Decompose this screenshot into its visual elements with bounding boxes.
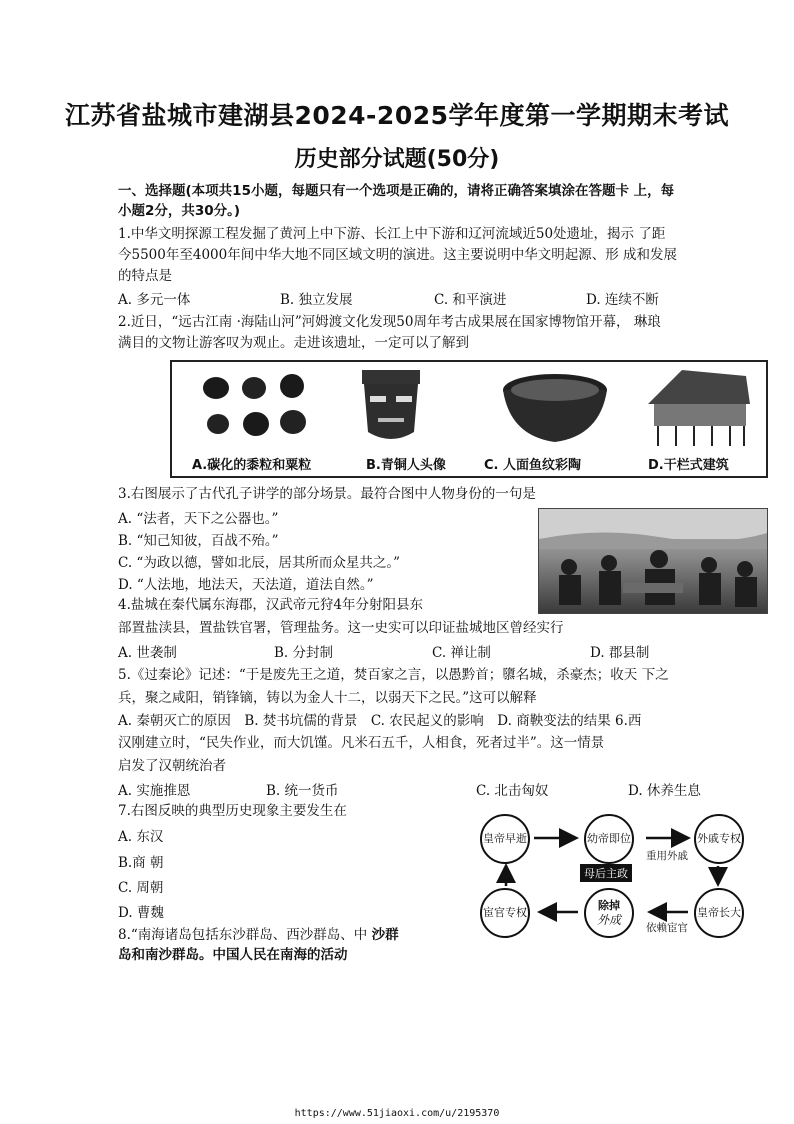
q2-caption-b: B.青铜人头像 bbox=[366, 458, 446, 473]
q1-option-d[interactable]: D. 连续不断 bbox=[586, 292, 659, 308]
node-consort-kin-power: 外戚专权 bbox=[694, 814, 744, 864]
q2-line-1: 2.近日，“远古江南 ·海陆山河”河姆渡文化发现50周年考古成果展在国家博物馆开幕， 琳琅 bbox=[118, 314, 661, 330]
edge-label-rely-eunuch: 依赖宦官 bbox=[646, 922, 688, 934]
q8-line-1-b: 沙群 bbox=[371, 927, 399, 943]
q8-line-2: 岛和南沙群岛。中国人民在南海的活动 bbox=[118, 947, 348, 963]
q5-options-line: A. 秦朝灭亡的原因 B. 焚书坑儒的背景 C. 农民起义的影响 D. 商鞅变法的结果 6.西 bbox=[118, 713, 642, 729]
q6-option-d[interactable]: D. 休养生息 bbox=[628, 783, 701, 799]
q6-line-2: 启发了汉朝统治者 bbox=[118, 758, 226, 774]
q3-line-1: 3.右图展示了古代孔子讲学的部分场景。最符合图中人物身份的一句是 bbox=[118, 486, 536, 502]
q7-option-c[interactable]: C. 周朝 bbox=[118, 880, 164, 896]
q6-line-1: 汉刚建立时，“民失作业，而大饥馑。凡米石五千，人相食，死者过半”。这一情景 bbox=[118, 735, 605, 751]
q2-caption-a: A.碳化的黍粒和粟粒 bbox=[192, 458, 312, 473]
q8-line-1-a: 8.“南海诸岛包括东沙群岛、西沙群岛、中 bbox=[118, 927, 372, 943]
q4-option-b[interactable]: B. 分封制 bbox=[274, 645, 334, 661]
painted-pottery-image bbox=[500, 370, 610, 446]
node-emperor-died-early: 皇帝早逝 bbox=[480, 814, 530, 864]
q2-caption-d: D.干栏式建筑 bbox=[648, 458, 729, 473]
q6-option-c[interactable]: C. 北击匈奴 bbox=[476, 783, 549, 799]
q5-line-2: 兵，聚之咸阳，销锋镝，铸以为金人十二，以弱天下之民。”这可以解释 bbox=[118, 690, 537, 706]
q7-option-b[interactable]: B.商 朝 bbox=[118, 855, 164, 871]
q1-option-b[interactable]: B. 独立发展 bbox=[280, 292, 353, 308]
stilt-house-image bbox=[642, 364, 754, 450]
q6-option-b[interactable]: B. 统一货币 bbox=[266, 783, 339, 799]
q7-line-1: 7.右图反映的典型历史现象主要发生在 bbox=[118, 803, 347, 819]
q8-line-1 bbox=[118, 925, 399, 945]
q3-option-d[interactable]: D. “人法地，地法天，天法道，道法自然。” bbox=[118, 577, 374, 593]
section-heading-line-2: 小题2分，共30分。) bbox=[118, 203, 241, 219]
q2-line-2: 满目的文物让游客叹为观止。走进该遗址，一定可以了解到 bbox=[118, 335, 469, 351]
node-eunuch-power: 宦官专权 bbox=[480, 888, 530, 938]
q4-option-c[interactable]: C. 禅让制 bbox=[432, 645, 491, 661]
q4-line-1: 4.盐城在秦代属东海郡，汉武帝元狩4年分射阳县东 bbox=[118, 597, 423, 613]
carbonized-grain-image bbox=[200, 372, 310, 444]
node-child-emperor: 幼帝即位 bbox=[584, 814, 634, 864]
node-consort-label: 外成 bbox=[596, 913, 621, 927]
node-remove-label: 除掉 bbox=[598, 899, 620, 912]
q1-option-a[interactable]: A. 多元一体 bbox=[118, 292, 191, 308]
footer-url[interactable]: https://www.51jiaoxi.com/u/2195370 bbox=[294, 1108, 500, 1119]
q1-option-c[interactable]: C. 和平演进 bbox=[434, 292, 507, 308]
q5-line-1: 5.《过秦论》记述：“于是废先王之道，焚百家之言，以愚黔首；隳名城，杀豪杰；收天 下之 bbox=[118, 667, 669, 683]
page-subtitle: 历史部分试题(50分) bbox=[294, 147, 500, 172]
node-remove-consort-kin bbox=[584, 888, 634, 938]
q4-line-2: 部置盐渎县，置盐铁官署，管理盐务。这一史实可以印证盐城地区曾经实行 bbox=[118, 620, 564, 636]
q7-option-d[interactable]: D. 曹魏 bbox=[118, 905, 164, 921]
q1-line-1: 1.中华文明探源工程发掘了黄河上中下游、长江上中下游和辽河流域近50处遗址，揭示 了距 bbox=[118, 226, 666, 242]
q1-line-3: 的特点是 bbox=[118, 268, 172, 284]
regent-empress-box: 母后主政 bbox=[580, 864, 632, 882]
q2-image-strip bbox=[170, 360, 768, 478]
page-title: 江苏省盐城市建湖县2024-2025学年度第一学期期末考试 bbox=[64, 101, 730, 130]
node-emperor-grown: 皇帝长大 bbox=[694, 888, 744, 938]
q1-line-2: 今5500年至4000年间中华大地不同区域文明的演进。这主要说明中华文明起源、形 成和发展 bbox=[118, 247, 678, 263]
edge-label-rely-consort: 重用外戚 bbox=[646, 850, 688, 862]
q3-option-b[interactable]: B. “知己知彼，百战不殆。” bbox=[118, 533, 279, 549]
section-heading-line-1: 一、选择题(本项共15小题，每题只有一个选项是正确的，请将正确答案填涂在答题卡 上，每 bbox=[118, 183, 675, 199]
confucius-lecture-image bbox=[538, 508, 768, 614]
q7-option-a[interactable]: A. 东汉 bbox=[118, 829, 164, 845]
q4-option-a[interactable]: A. 世袭制 bbox=[118, 645, 177, 661]
q6-option-a[interactable]: A. 实施推恩 bbox=[118, 783, 191, 799]
q4-option-d[interactable]: D. 郡县制 bbox=[590, 645, 650, 661]
q3-option-c[interactable]: C. “为政以德，譬如北辰，居其所而众星共之。” bbox=[118, 555, 400, 571]
bronze-head-image bbox=[356, 366, 426, 450]
q2-caption-c: C. 人面鱼纹彩陶 bbox=[484, 458, 582, 473]
q3-option-a[interactable]: A. “法者，天下之公器也。” bbox=[118, 511, 279, 527]
q7-cycle-diagram bbox=[470, 808, 764, 938]
